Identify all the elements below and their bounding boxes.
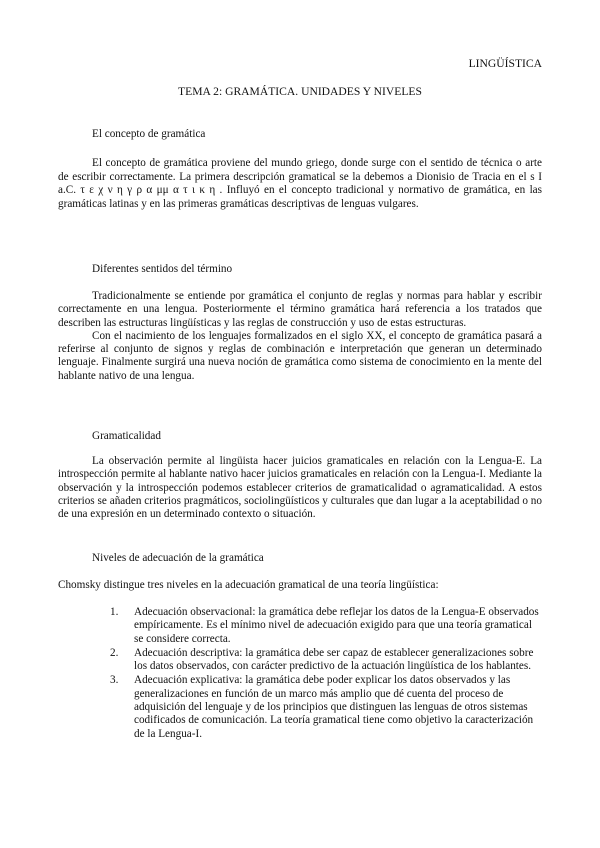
list-item-text: Adecuación explicativa: la gramática debe poder explicar los datos observados y las generalizaciones en función de un marco más amplio que dé cuenta del proceso de adquisición del lenguaje y de los principios que distinguen las lenguas de otros sistemas codificados de comunicación. La teoría gramatical tiene como objetivo la caracterización de la Lengua-I.: [134, 674, 534, 740]
list-number: 3.: [110, 674, 119, 687]
paragraph: Chomsky distingue tres niveles en la adecuación gramatical de una teoría lingüística:: [58, 579, 439, 591]
list-item-text: Adecuación descriptiva: la gramática debe ser capaz de establecer generalizaciones sobre los datos observados, con carácter predictivo de la actuación lingüística de los hablantes.: [134, 646, 534, 673]
running-header: LINGÜÍSTICA: [468, 57, 542, 70]
paragraph: El concepto de gramática proviene del mundo griego, donde surge con el sentido de técnica o arte de escribir correctamente. La primera descripción gramatical se la debemos a Dionisio de Tracia en el s I a.C. τ ε χ ν η γ ρ α μμ α τ ι κ η . Influyó en el concepto tradicional y normativo de gramática, en las gramáticas latinas y en las primeras gramáticas descriptivas de lenguas vulgares.: [58, 157, 542, 210]
section-concepto: [58, 128, 542, 141]
section-heading: El concepto de gramática: [92, 128, 206, 140]
paragraph: Tradicionalmente se entiende por gramática el conjunto de reglas y normas para hablar y escribir correctamente en una lengua. Posteriormente el término gramática hará referencia a los tratados que describen las estructuras lingüísticas y las reglas de construcción y uso de estas estructuras.: [58, 290, 542, 329]
section-niveles: [58, 552, 542, 565]
section-heading: Gramaticalidad: [92, 430, 161, 442]
list-item: [110, 606, 542, 646]
document-title: TEMA 2: GRAMÁTICA. UNIDADES Y NIVELES: [178, 85, 422, 98]
paragraph: La observación permite al lingüista hacer juicios gramaticales en relación con la Lengua-E. La introspección permite al hablante nativo hacer juicios gramaticales en relación con la Lengua-I. Mediante la observación y la introspección podemos establecer criterios de gramaticalidad o agramaticalidad. A estos criterios se añaden criterios pragmáticos, sociolingüísticos y culturales que dan lugar a la aceptabilidad o no de una expresión en un determinado contexto o situación.: [58, 455, 542, 521]
list-number: 1.: [110, 606, 119, 618]
section-gramaticalidad-body: [58, 455, 542, 521]
list-item: [110, 647, 542, 674]
section-sentidos: [58, 263, 542, 276]
section-heading: Diferentes sentidos del término: [92, 263, 233, 275]
section-heading: Niveles de adecuación de la gramática: [92, 552, 264, 564]
list-number: 2.: [110, 646, 119, 659]
adequacy-levels-list: [110, 606, 542, 741]
section-gramaticalidad: [58, 430, 542, 443]
paragraph: Con el nacimiento de los lenguajes formalizados en el siglo XX, el concepto de gramática pasará a referirse al conjunto de signos y reglas de combinación e interpretación que generan un determinado lenguaje. Finalmente surgirá una nueva noción de gramática como sistema de conocimiento en la mente del hablante nativo de una lengua.: [58, 329, 542, 382]
list-item: [110, 674, 542, 740]
section-sentidos-body: [58, 290, 542, 383]
list-item-text: Adecuación observacional: la gramática debe reflejar los datos de la Lengua-E observados empíricamente. Es el mínimo nivel de adecuación exigido para que una teoría gramatical se considere correcta.: [134, 606, 539, 645]
section-concepto-body: [58, 157, 542, 211]
section-niveles-intro: [58, 579, 542, 592]
